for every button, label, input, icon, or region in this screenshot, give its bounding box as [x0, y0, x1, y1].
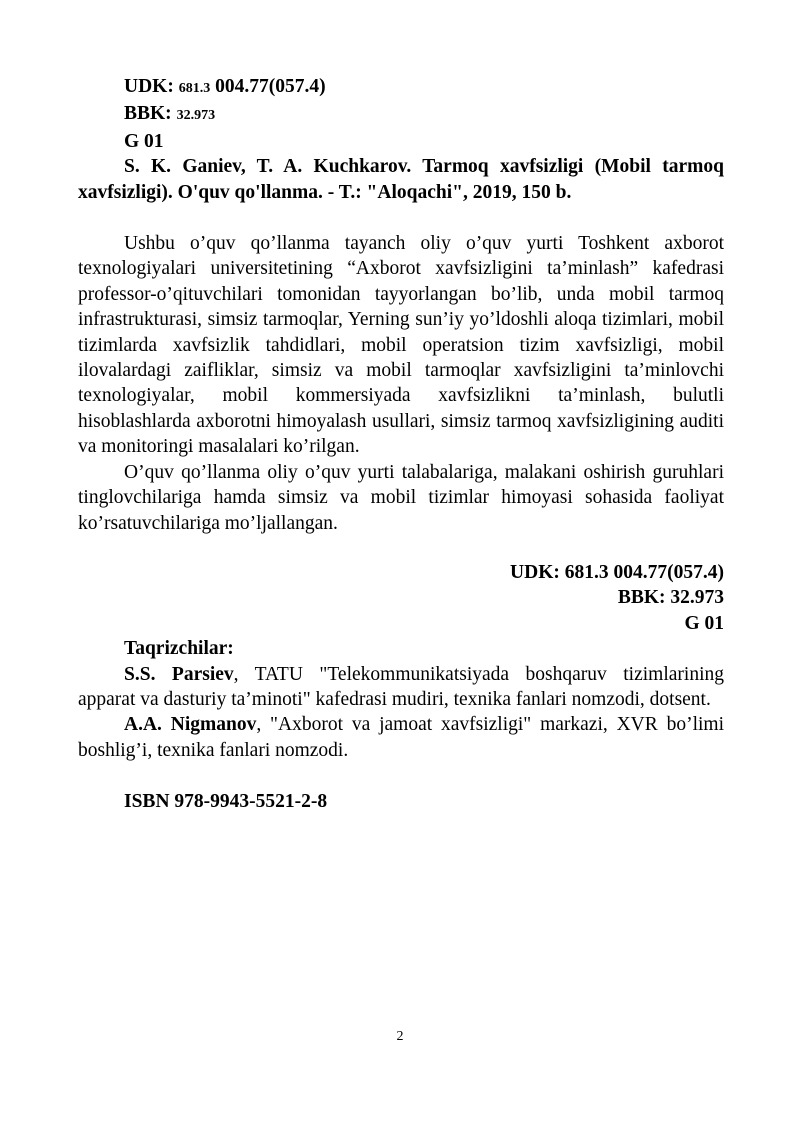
reviewer-2 — [78, 712, 724, 763]
udk-code-rest: 004.77(057.4) — [215, 76, 326, 97]
reviewer-1-name: S.S. Parsiev — [124, 663, 234, 685]
udk-label: UDK: — [124, 76, 174, 97]
udk-line — [78, 74, 724, 101]
classification-bbk: BBK: 32.973 — [617, 587, 724, 609]
bbk-label: BBK: — [124, 103, 172, 125]
reviewer-1-text: , TATU "Telekommunikatsiyada boshqaruv tizimlarining apparat va dasturiy ta’minoti" kafedrasi mudiri, texnika fanlari nomzodi, dotsent. — [78, 663, 724, 710]
classification-udk: UDK: 681.3 004.77(057.4) — [510, 561, 724, 583]
bbk-line — [78, 101, 724, 128]
abstract-paragraph-1: Ushbu o’quv qo’llanma tayanch oliy o’quv yurti Toshkent axborot texnologiyalari universitetining “Axborot xavfsizligini ta’minlash” kafedrasi professor-o’qituvchilari tomonidan tayyorlangan bo’lib, unda mobil tarmoq infrastrukturasi, simsiz tarmoqlar, Yerning sun’iy yo’ldoshli aloqa tizimlari, mobil tizimlarda xavfsizlik tahdidlari, mobil operatsion tizim xavfsizligi, mobil ilovalardagi zaifliklar, simsiz va mobil tarmoqlar xavfsizligini ta’minlovchi texnologiyalar, mobil kommersiyada xavfsizlikni ta’minlash, bulutli hisoblashlarda axborotni himoyalash usullari, simsiz tarmoq xavfsizligining auditi va monitoringi masalalari ko’rilgan. — [78, 233, 724, 458]
g-code: G 01 — [124, 130, 164, 152]
classification-g: G 01 — [684, 612, 724, 634]
page-number: 2 — [396, 1029, 404, 1044]
udk-code-small: 681.3 — [178, 81, 211, 96]
reviewer-1 — [78, 662, 724, 713]
abstract-paragraph-2: O’quv qo’llanma oliy o’quv yurti talabalariga, malakani oshirish guruhlari tinglovchilariga hamda simsiz va mobil tizimlar himoyasi sohasida faoliyat ko’rsatuvchilariga mo’ljallangan. — [78, 461, 724, 534]
reviewers-title: Taqrizchilar: — [124, 638, 234, 660]
isbn: ISBN 978-9943-5521-2-8 — [124, 791, 328, 813]
bbk-code: 32.973 — [176, 108, 216, 124]
document-page — [78, 74, 724, 815]
reviewer-2-name: A.A. Nigmanov — [124, 714, 257, 736]
reviewer-2-text: , "Axborot va jamoat xavfsizligi" markazi, XVR bo’limi boshlig’i, texnika fanlari nomzodi. — [78, 714, 724, 761]
citation: S. K. Ganiev, T. A. Kuchkarov. Tarmoq xavfsizligi (Mobil tarmoq xavfsizligi). O'quv qo'llanma. - T.: "Aloqachi", 2019, 150 b. — [78, 156, 724, 203]
